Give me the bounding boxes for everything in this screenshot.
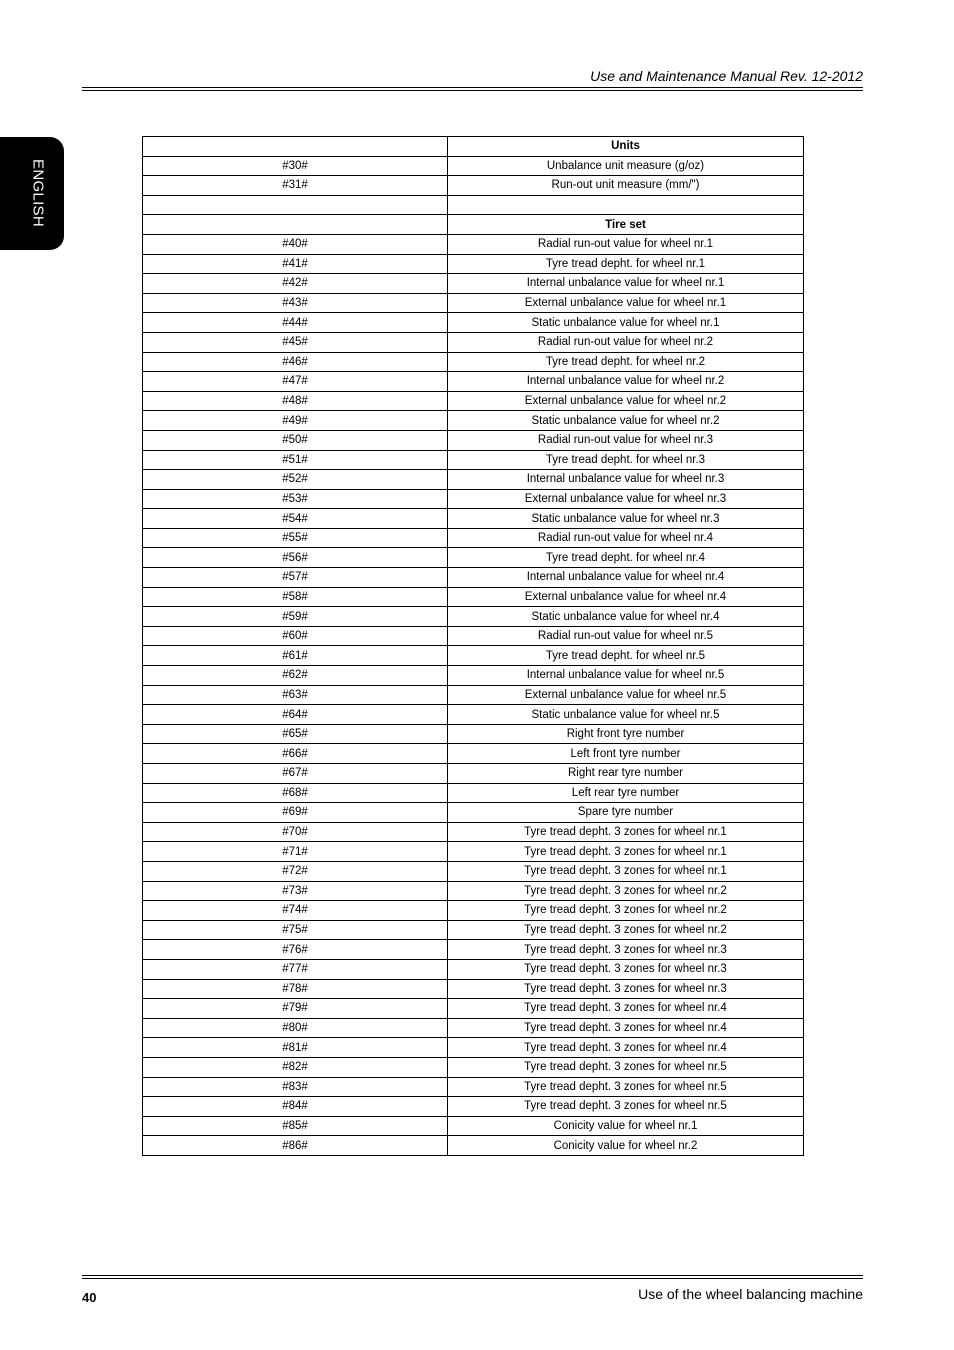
parameter-description-cell: Unbalance unit measure (g/oz) (448, 156, 804, 176)
table-row (143, 430, 804, 450)
footer-section-title: Use of the wheel balancing machine (638, 1286, 863, 1302)
parameter-description-cell: Tyre tread depht. 3 zones for wheel nr.5 (448, 1097, 804, 1117)
table-row (143, 607, 804, 627)
header-rule-bottom (82, 90, 863, 91)
parameter-code-cell: #63# (143, 685, 448, 705)
parameter-description-cell: Static unbalance value for wheel nr.1 (448, 313, 804, 333)
parameter-code-cell: #74# (143, 901, 448, 921)
parameter-code-cell: #71# (143, 842, 448, 862)
parameter-code-cell: #84# (143, 1097, 448, 1117)
parameter-description-cell: Radial run-out value for wheel nr.3 (448, 430, 804, 450)
parameter-code-cell: #82# (143, 1057, 448, 1077)
parameter-description-cell: Left front tyre number (448, 744, 804, 764)
parameter-code-cell: #86# (143, 1136, 448, 1156)
parameter-description-cell: Tyre tread depht. 3 zones for wheel nr.4 (448, 1018, 804, 1038)
parameter-description-cell: Internal unbalance value for wheel nr.1 (448, 274, 804, 294)
parameter-code-cell: #59# (143, 607, 448, 627)
table-row (143, 352, 804, 372)
parameter-description-cell: Tyre tread depht. 3 zones for wheel nr.5 (448, 1077, 804, 1097)
parameter-code-cell: #81# (143, 1038, 448, 1058)
table-row (143, 332, 804, 352)
parameter-code-cell: #75# (143, 920, 448, 940)
parameter-code-cell: #73# (143, 881, 448, 901)
parameter-description-cell: Run-out unit measure (mm/") (448, 176, 804, 196)
footer-rule-top (82, 1275, 863, 1276)
parameter-table-body (143, 137, 804, 1156)
parameter-code-cell: #70# (143, 822, 448, 842)
parameter-code-cell: #30# (143, 156, 448, 176)
table-row (143, 940, 804, 960)
table-row (143, 470, 804, 490)
table-row (143, 176, 804, 196)
table-row (143, 509, 804, 529)
parameter-description-cell: Left rear tyre number (448, 783, 804, 803)
table-row (143, 1077, 804, 1097)
table-row (143, 626, 804, 646)
parameter-description-cell: Tyre tread depht. for wheel nr.4 (448, 548, 804, 568)
parameter-description-cell: Internal unbalance value for wheel nr.2 (448, 372, 804, 392)
parameter-code-cell: #44# (143, 313, 448, 333)
table-row (143, 783, 804, 803)
parameter-code-cell: #53# (143, 489, 448, 509)
parameter-code-cell: #80# (143, 1018, 448, 1038)
table-row (143, 1116, 804, 1136)
table-row (143, 646, 804, 666)
table-row (143, 881, 804, 901)
table-row (143, 234, 804, 254)
parameter-description-cell: Conicity value for wheel nr.1 (448, 1116, 804, 1136)
table-section-row (143, 215, 804, 235)
table-row (143, 685, 804, 705)
parameter-description-cell: Tyre tread depht. 3 zones for wheel nr.1 (448, 861, 804, 881)
parameter-code-cell: #69# (143, 803, 448, 823)
table-row (143, 1018, 804, 1038)
parameter-code-cell (143, 195, 448, 215)
footer-rule-bottom (82, 1278, 863, 1279)
table-row (143, 391, 804, 411)
parameter-code-cell: #46# (143, 352, 448, 372)
table-row (143, 842, 804, 862)
language-side-tab-label: ENGLISH (29, 159, 47, 227)
table-row (143, 822, 804, 842)
parameter-code-cell: #85# (143, 1116, 448, 1136)
table-row (143, 1038, 804, 1058)
parameter-code-cell: #66# (143, 744, 448, 764)
parameter-code-cell: #43# (143, 293, 448, 313)
table-row (143, 293, 804, 313)
table-row (143, 744, 804, 764)
parameter-description-cell: Tyre tread depht. 3 zones for wheel nr.3 (448, 979, 804, 999)
parameter-description-cell: External unbalance value for wheel nr.1 (448, 293, 804, 313)
parameter-code-cell: #42# (143, 274, 448, 294)
parameter-code-cell: #40# (143, 234, 448, 254)
table-row (143, 1136, 804, 1156)
table-row (143, 548, 804, 568)
parameter-description-cell: Conicity value for wheel nr.2 (448, 1136, 804, 1156)
table-section-row (143, 137, 804, 157)
parameter-description-cell: Tyre tread depht. 3 zones for wheel nr.2 (448, 881, 804, 901)
parameter-description-cell: Tyre tread depht. 3 zones for wheel nr.3 (448, 959, 804, 979)
parameter-description-cell: Tyre tread depht. 3 zones for wheel nr.5 (448, 1057, 804, 1077)
parameter-description-cell: Tyre tread depht. 3 zones for wheel nr.4 (448, 999, 804, 1019)
parameter-description-cell: Tyre tread depht. for wheel nr.1 (448, 254, 804, 274)
parameter-code-cell: #54# (143, 509, 448, 529)
parameter-code-cell: #58# (143, 587, 448, 607)
parameter-description-cell: Static unbalance value for wheel nr.5 (448, 705, 804, 725)
parameter-description-cell: Radial run-out value for wheel nr.4 (448, 528, 804, 548)
table-row (143, 587, 804, 607)
page-number: 40 (82, 1290, 97, 1305)
table-row (143, 450, 804, 470)
section-heading-cell: Units (448, 137, 804, 157)
table-row (143, 528, 804, 548)
table-row (143, 568, 804, 588)
parameter-description-cell: Right front tyre number (448, 724, 804, 744)
table-row (143, 372, 804, 392)
parameter-code-cell: #60# (143, 626, 448, 646)
parameter-code-cell: #51# (143, 450, 448, 470)
table-row (143, 803, 804, 823)
parameter-code-cell: #76# (143, 940, 448, 960)
parameter-code-cell: #56# (143, 548, 448, 568)
table-row (143, 411, 804, 431)
parameter-description-cell: Tyre tread depht. for wheel nr.5 (448, 646, 804, 666)
parameter-code-cell: #45# (143, 332, 448, 352)
parameter-description-cell: Tyre tread depht. 3 zones for wheel nr.4 (448, 1038, 804, 1058)
header-rule-top (82, 87, 863, 88)
table-row (143, 254, 804, 274)
parameter-code-cell: #68# (143, 783, 448, 803)
section-heading-cell: Tire set (448, 215, 804, 235)
parameter-description-cell: Tyre tread depht. 3 zones for wheel nr.2 (448, 920, 804, 940)
parameter-code-cell: #67# (143, 764, 448, 784)
parameter-table (142, 136, 804, 1156)
parameter-code-cell: #52# (143, 470, 448, 490)
parameter-description-cell: Tyre tread depht. 3 zones for wheel nr.1 (448, 822, 804, 842)
parameter-code-cell: #47# (143, 372, 448, 392)
parameter-code-cell: #78# (143, 979, 448, 999)
parameter-description-cell: Internal unbalance value for wheel nr.5 (448, 666, 804, 686)
parameter-description-cell: Tyre tread depht. 3 zones for wheel nr.3 (448, 940, 804, 960)
table-row (143, 489, 804, 509)
parameter-description-cell: Tyre tread depht. for wheel nr.2 (448, 352, 804, 372)
parameter-description-cell: External unbalance value for wheel nr.4 (448, 587, 804, 607)
parameter-description-cell: Internal unbalance value for wheel nr.4 (448, 568, 804, 588)
parameter-code-cell: #57# (143, 568, 448, 588)
table-row (143, 313, 804, 333)
table-row (143, 705, 804, 725)
parameter-description-cell: Right rear tyre number (448, 764, 804, 784)
table-row (143, 666, 804, 686)
parameter-code-cell: #31# (143, 176, 448, 196)
table-row (143, 274, 804, 294)
parameter-code-cell: #62# (143, 666, 448, 686)
manual-header-title: Use and Maintenance Manual Rev. 12-2012 (590, 68, 863, 84)
parameter-description-cell: External unbalance value for wheel nr.2 (448, 391, 804, 411)
table-row (143, 195, 804, 215)
table-row (143, 920, 804, 940)
table-row (143, 1097, 804, 1117)
table-row (143, 861, 804, 881)
table-row (143, 999, 804, 1019)
parameter-code-cell: #77# (143, 959, 448, 979)
parameter-description-cell: Tyre tread depht. 3 zones for wheel nr.1 (448, 842, 804, 862)
parameter-description-cell: Radial run-out value for wheel nr.2 (448, 332, 804, 352)
parameter-code-cell (143, 137, 448, 157)
table-row (143, 724, 804, 744)
parameter-code-cell: #49# (143, 411, 448, 431)
parameter-code-cell: #55# (143, 528, 448, 548)
parameter-code-cell: #64# (143, 705, 448, 725)
parameter-description-cell: Internal unbalance value for wheel nr.3 (448, 470, 804, 490)
parameter-description-cell: Radial run-out value for wheel nr.1 (448, 234, 804, 254)
table-row (143, 1057, 804, 1077)
parameter-description-cell: Tyre tread depht. for wheel nr.3 (448, 450, 804, 470)
parameter-code-cell: #50# (143, 430, 448, 450)
parameter-code-cell (143, 215, 448, 235)
parameter-description-cell: External unbalance value for wheel nr.3 (448, 489, 804, 509)
table-row (143, 959, 804, 979)
parameter-code-cell: #83# (143, 1077, 448, 1097)
parameter-description-cell: External unbalance value for wheel nr.5 (448, 685, 804, 705)
parameter-code-cell: #65# (143, 724, 448, 744)
parameter-description-cell: Radial run-out value for wheel nr.5 (448, 626, 804, 646)
parameter-code-cell: #48# (143, 391, 448, 411)
parameter-description-cell: Spare tyre number (448, 803, 804, 823)
parameter-description-cell (448, 195, 804, 215)
parameter-code-cell: #72# (143, 861, 448, 881)
parameter-description-cell: Static unbalance value for wheel nr.3 (448, 509, 804, 529)
parameter-description-cell: Tyre tread depht. 3 zones for wheel nr.2 (448, 901, 804, 921)
table-row (143, 156, 804, 176)
parameter-code-cell: #41# (143, 254, 448, 274)
table-row (143, 764, 804, 784)
parameter-description-cell: Static unbalance value for wheel nr.2 (448, 411, 804, 431)
parameter-description-cell: Static unbalance value for wheel nr.4 (448, 607, 804, 627)
parameter-code-cell: #79# (143, 999, 448, 1019)
table-row (143, 979, 804, 999)
table-row (143, 901, 804, 921)
parameter-code-cell: #61# (143, 646, 448, 666)
